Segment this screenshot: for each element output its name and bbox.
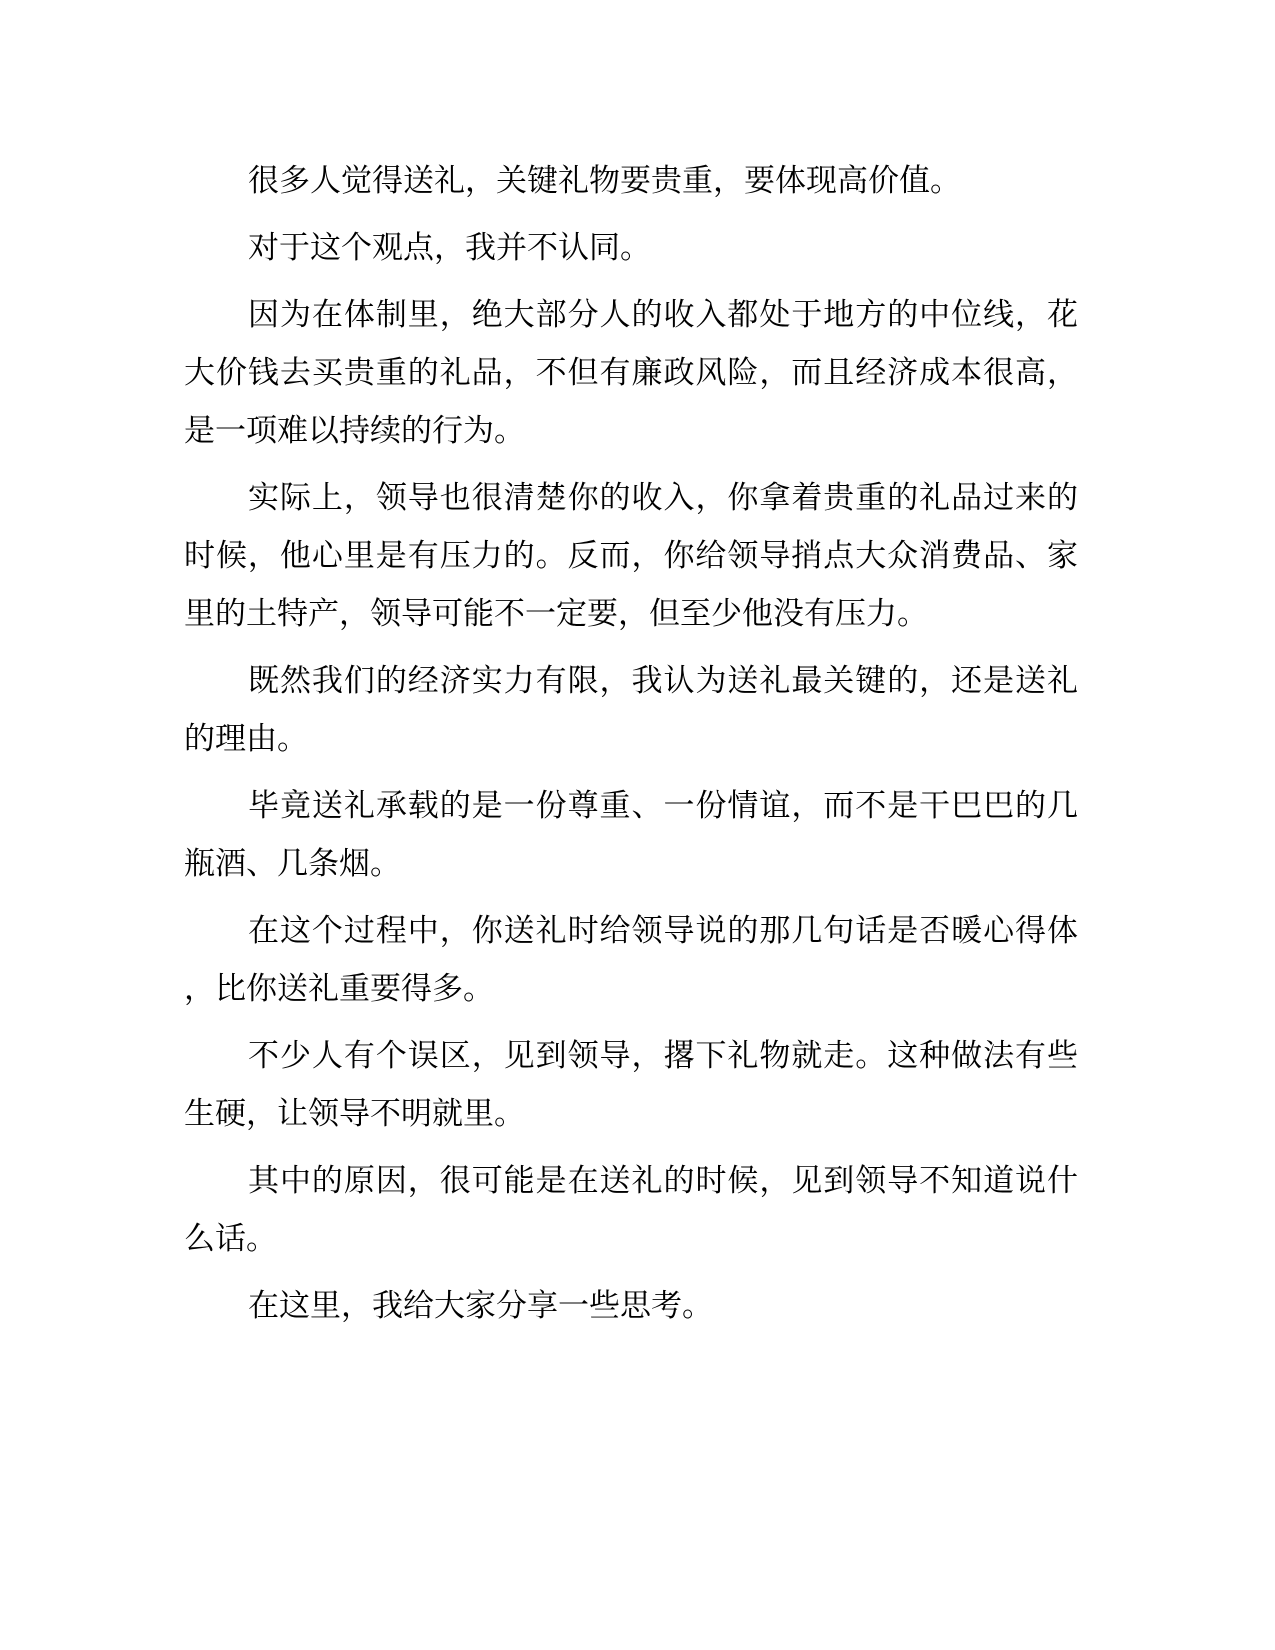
paragraph: 毕竟送礼承载的是一份尊重、一份情谊，而不是干巴巴的几瓶酒、几条烟。 bbox=[184, 788, 1078, 882]
paragraph: 在这里，我给大家分享一些思考。 bbox=[248, 1288, 713, 1324]
paragraph: 很多人觉得送礼，关键礼物要贵重，要体现高价值。 bbox=[248, 163, 961, 199]
paragraph: 不少人有个误区，见到领导，撂下礼物就走。这种做法有些生硬，让领导不明就里。 bbox=[184, 1038, 1078, 1132]
paragraph: 其中的原因，很可能是在送礼的时候，见到领导不知道说什么话。 bbox=[184, 1163, 1078, 1257]
paragraph: 实际上，领导也很清楚你的收入，你拿着贵重的礼品过来的时候，他心里是有压力的。反而，你给领导捎点大众消费品、家里的土特产，领导可能不一定要，但至少他没有压力。 bbox=[184, 480, 1078, 632]
paragraph: 因为在体制里，绝大部分人的收入都处于地方的中位线，花大价钱去买贵重的礼品，不但有廉政风险，而且经济成本很高，是一项难以持续的行为。 bbox=[184, 297, 1078, 449]
paragraph: 对于这个观点，我并不认同。 bbox=[248, 230, 651, 266]
paragraph: 既然我们的经济实力有限，我认为送礼最关键的，还是送礼的理由。 bbox=[184, 663, 1078, 757]
document-body bbox=[184, 152, 1078, 1344]
paragraph: 在这个过程中，你送礼时给领导说的那几句话是否暖心得体，比你送礼重要得多。 bbox=[184, 913, 1078, 1007]
